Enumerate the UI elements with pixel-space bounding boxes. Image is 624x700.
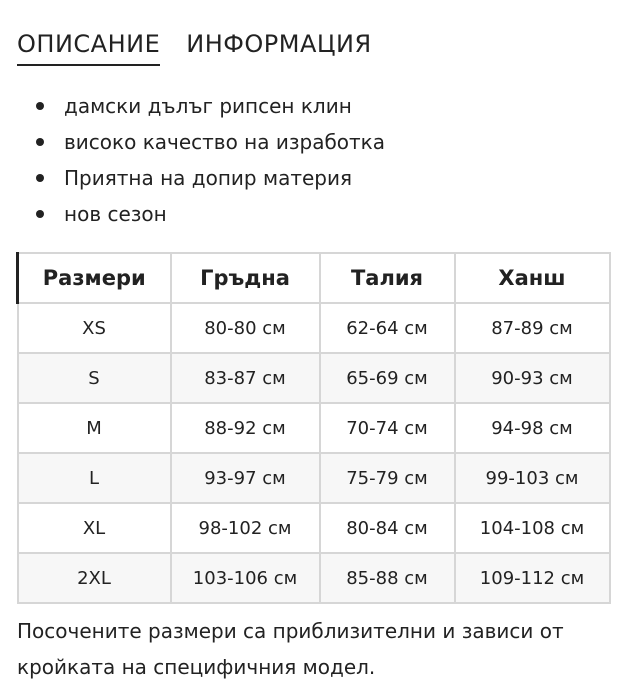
size-disclaimer: Посочените размери са приблизителни и зависи от кройката на специфичния модел.	[17, 619, 564, 679]
chest-cell: 93-97 см	[171, 453, 320, 503]
waist-cell: 85-88 см	[320, 553, 455, 603]
tab-information[interactable]: ИНФОРМАЦИЯ	[186, 30, 372, 58]
product-tabs	[17, 26, 372, 66]
header-sizes: Размери	[18, 253, 171, 303]
feature-text: дамски дълъг рипсен клин	[64, 94, 352, 118]
chest-cell: 80-80 см	[171, 303, 320, 353]
size-cell: 2XL	[18, 553, 171, 603]
size-cell: XS	[18, 303, 171, 353]
table-header-row	[18, 253, 610, 303]
chest-cell: 83-87 см	[171, 353, 320, 403]
waist-cell: 65-69 см	[320, 353, 455, 403]
header-chest: Гръдна	[171, 253, 320, 303]
table-row	[18, 553, 610, 603]
header-hips: Ханш	[455, 253, 610, 303]
waist-cell: 75-79 см	[320, 453, 455, 503]
chest-cell: 88-92 см	[171, 403, 320, 453]
hips-cell: 104-108 см	[455, 503, 610, 553]
bullet-icon	[36, 138, 44, 146]
table-row	[18, 453, 610, 503]
tab-description[interactable]: ОПИСАНИЕ	[17, 26, 160, 66]
size-cell: L	[18, 453, 171, 503]
size-cell: M	[18, 403, 171, 453]
header-waist: Талия	[320, 253, 455, 303]
hips-cell: 99-103 см	[455, 453, 610, 503]
feature-item	[34, 88, 385, 124]
table-row	[18, 403, 610, 453]
feature-text: високо качество на изработка	[64, 130, 386, 154]
feature-text: нов сезон	[64, 202, 167, 226]
chest-cell: 103-106 см	[171, 553, 320, 603]
hips-cell: 109-112 см	[455, 553, 610, 603]
table-row	[18, 353, 610, 403]
table-row	[18, 503, 610, 553]
chest-cell: 98-102 см	[171, 503, 320, 553]
table-row	[18, 303, 610, 353]
hips-cell: 94-98 см	[455, 403, 610, 453]
waist-cell: 80-84 см	[320, 503, 455, 553]
waist-cell: 62-64 см	[320, 303, 455, 353]
size-cell: S	[18, 353, 171, 403]
feature-item	[34, 124, 385, 160]
bullet-icon	[36, 210, 44, 218]
bullet-icon	[36, 174, 44, 182]
feature-item	[34, 196, 385, 232]
bullet-icon	[36, 102, 44, 110]
size-cell: XL	[18, 503, 171, 553]
size-table	[16, 252, 611, 604]
feature-item	[34, 160, 385, 196]
feature-text: Приятна на допир материя	[64, 166, 353, 190]
waist-cell: 70-74 см	[320, 403, 455, 453]
feature-list	[34, 88, 385, 232]
hips-cell: 90-93 см	[455, 353, 610, 403]
hips-cell: 87-89 см	[455, 303, 610, 353]
